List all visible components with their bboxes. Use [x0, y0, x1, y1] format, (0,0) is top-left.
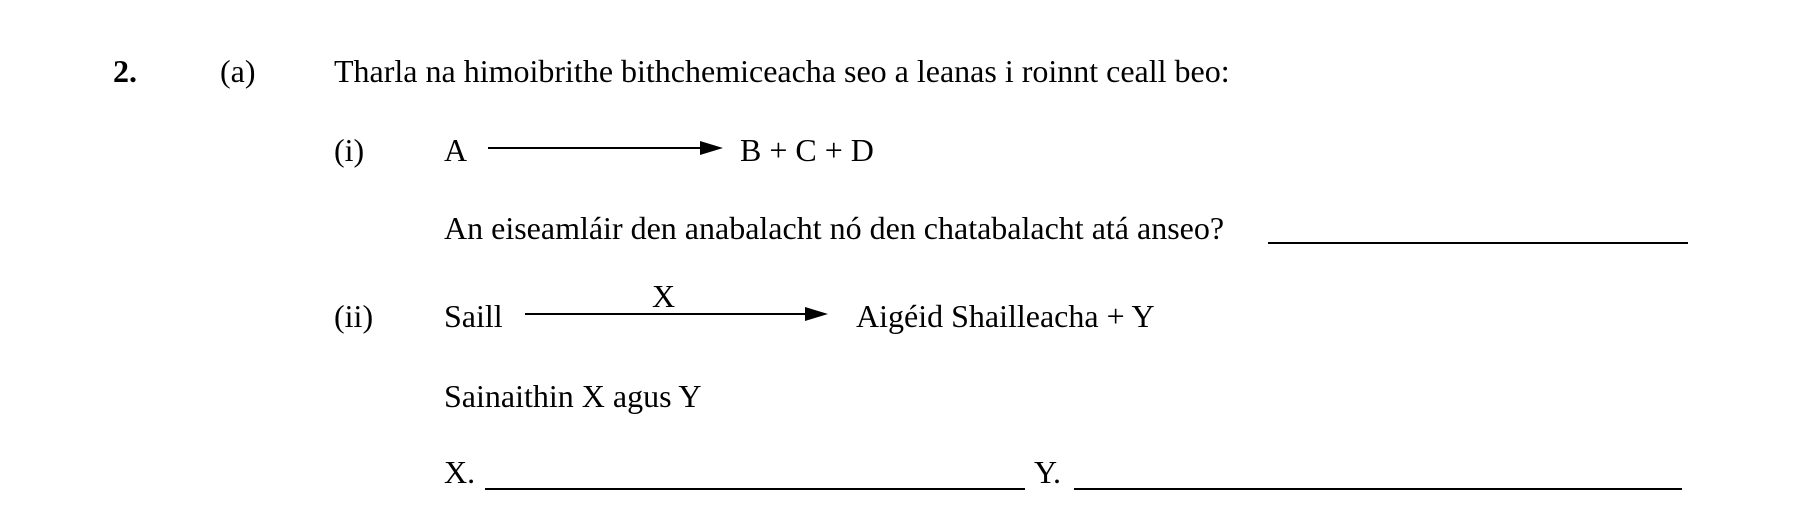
- item-i-reactant: A: [444, 132, 468, 168]
- question-number: 2.: [113, 53, 137, 89]
- item-ii-products: Aigéid Shailleacha + Y: [856, 298, 1155, 334]
- item-i-reaction-arrow: [488, 138, 723, 158]
- answer-y-line[interactable]: [1074, 488, 1682, 490]
- item-i-prompt: An eiseamláir den anabalacht nó den chatabalacht atá anseo?: [444, 210, 1225, 246]
- item-ii-reaction-arrow: [525, 304, 828, 324]
- answer-y-label: Y.: [1034, 454, 1061, 490]
- question-intro: Tharla na himoibrithe bithchemiceacha seo a leanas i roinnt ceall beo:: [334, 53, 1230, 89]
- item-ii-prompt: Sainaithin X agus Y: [444, 378, 702, 414]
- item-ii-arrow-label: X: [652, 278, 676, 314]
- item-i-products: B + C + D: [740, 132, 874, 168]
- item-ii-reactant: Saill: [444, 298, 503, 334]
- answer-x-line[interactable]: [485, 488, 1025, 490]
- answer-x-label: X.: [444, 454, 476, 490]
- item-i-answer-line[interactable]: [1268, 242, 1688, 244]
- item-ii-label: (ii): [334, 298, 374, 334]
- item-i-label: (i): [334, 132, 365, 168]
- question-part-label: (a): [220, 53, 256, 89]
